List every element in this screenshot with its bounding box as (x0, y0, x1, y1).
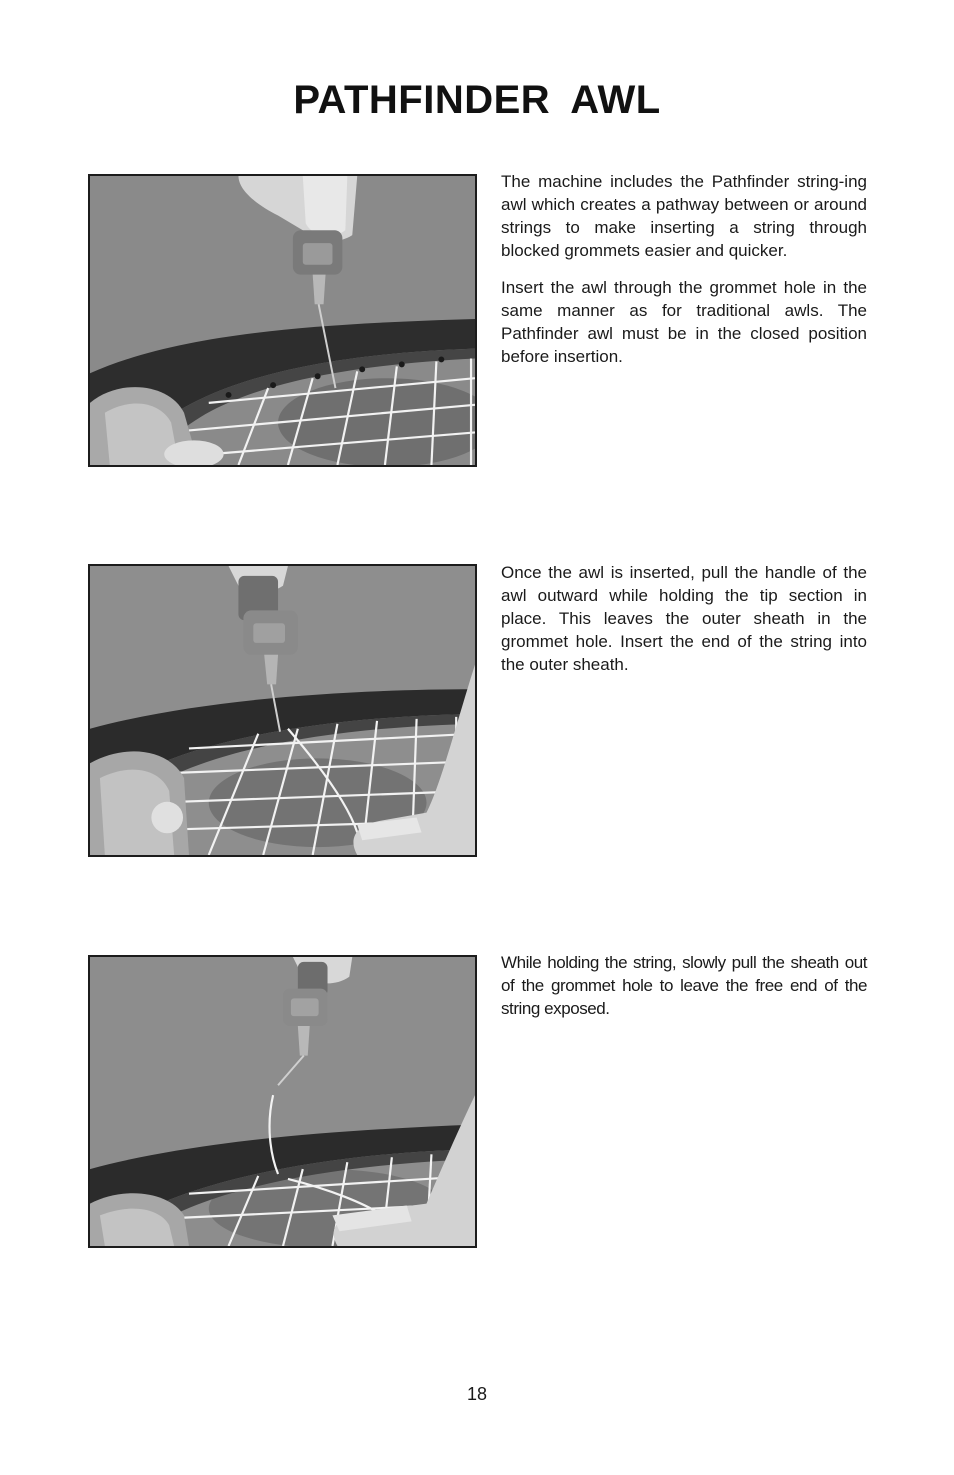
section-1-paragraph-2: Insert the awl through the grommet hole in the same manner as for traditional awls. The Pathfinder awl must be in the closed position before insertion. (501, 278, 867, 366)
section-1-text (501, 170, 867, 382)
section-2-text (501, 561, 867, 690)
photo-sheath-removed (88, 955, 477, 1248)
section-1-paragraph-1: The machine includes the Pathfinder string-ing awl which creates a pathway between or around strings to make inserting a string through blocked grommets easier and quicker. (501, 172, 867, 260)
photo-string-into-sheath (88, 564, 477, 857)
section-2-paragraph-1: Once the awl is inserted, pull the handle of the awl outward while holding the tip section in place. This leaves the outer sheath in the grommet hole. Insert the end of the string into the outer sheath. (501, 563, 867, 674)
page-title: PATHFINDER AWL (293, 78, 661, 122)
page-number: 18 (466, 1384, 488, 1404)
photo-awl-insertion (88, 174, 477, 467)
section-3-text (501, 951, 867, 1034)
section-3-paragraph-1: While holding the string, slowly pull the sheath out of the grommet hole to leave the free end of the string exposed. (501, 953, 867, 1018)
